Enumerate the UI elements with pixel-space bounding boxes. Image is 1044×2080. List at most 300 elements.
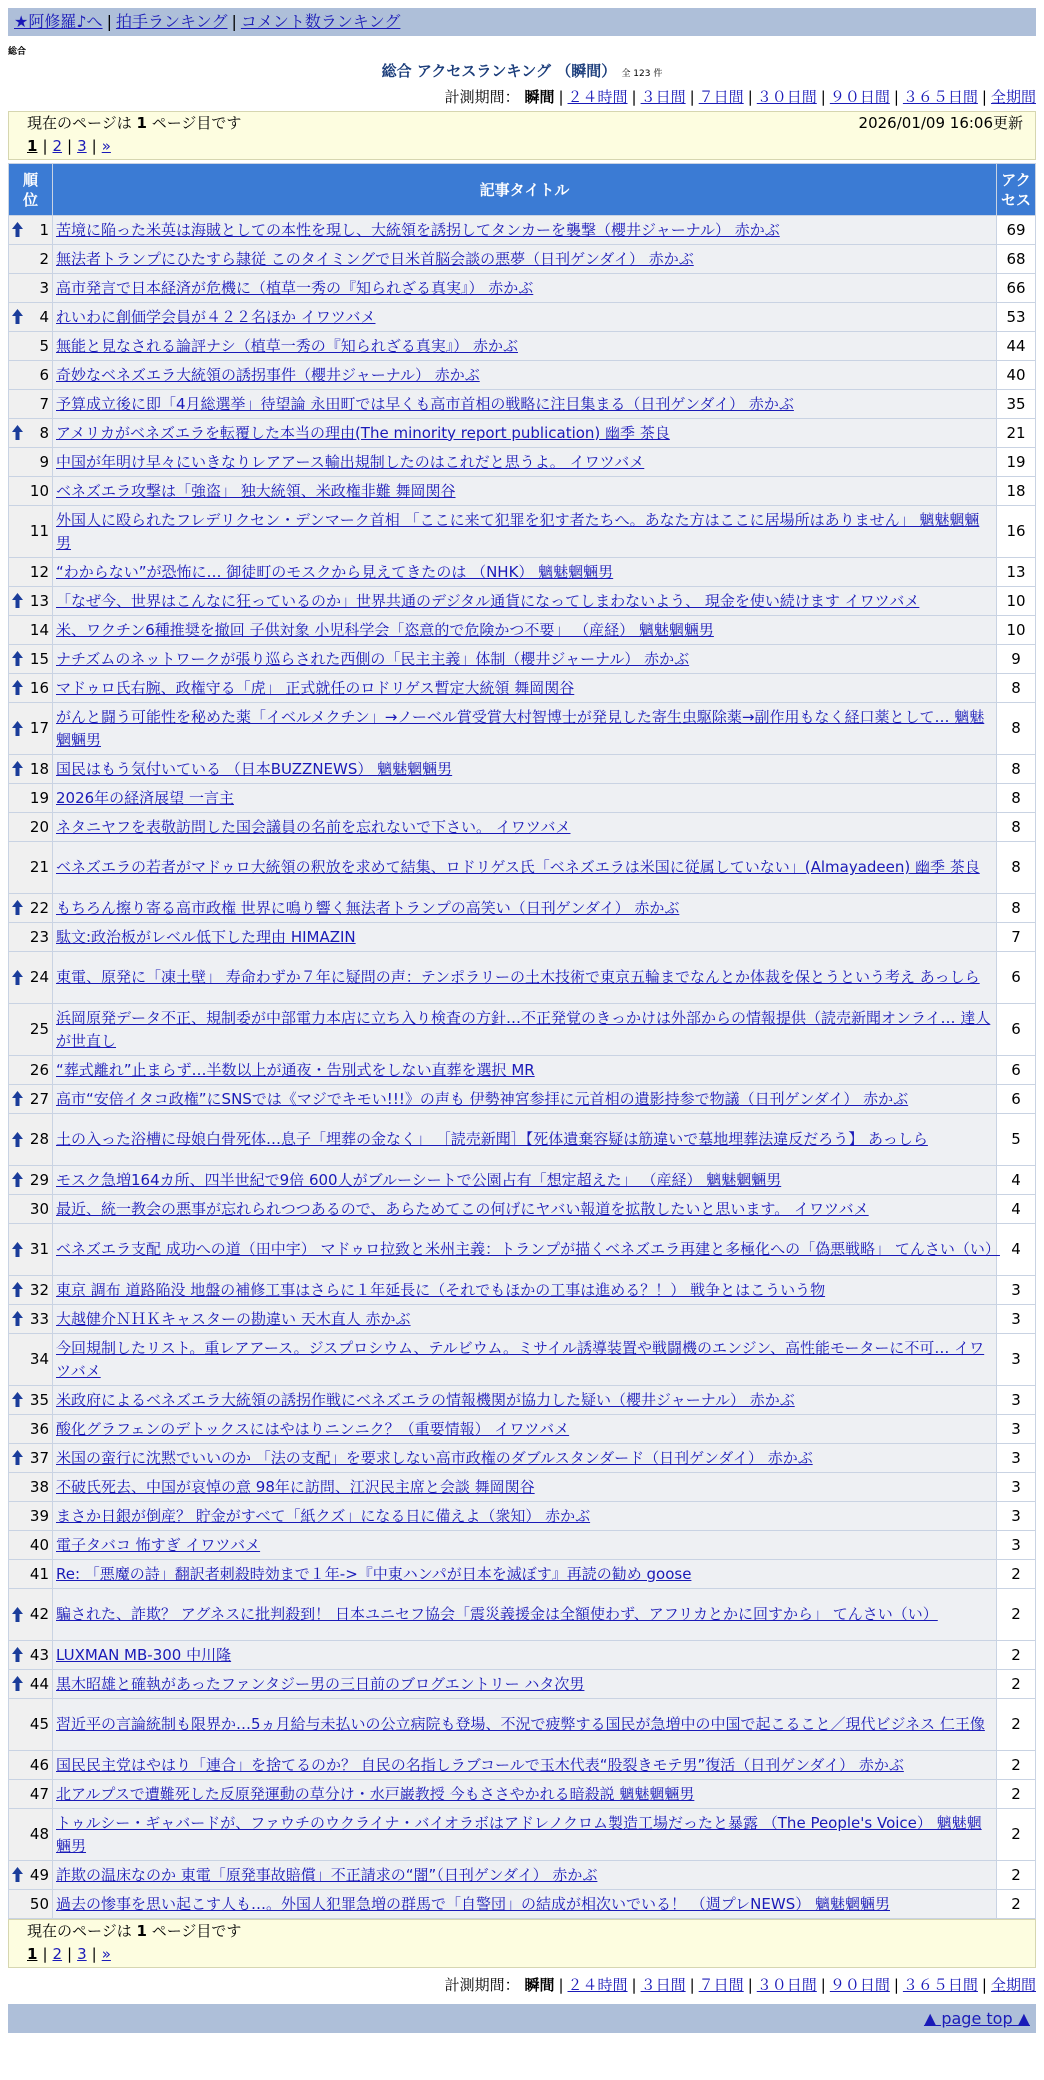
title-cell bbox=[53, 923, 996, 951]
rank-up-arrow-icon bbox=[12, 680, 23, 695]
period-separator: | bbox=[893, 88, 899, 106]
rank-number: 28 bbox=[29, 1130, 49, 1148]
title-cell bbox=[53, 1056, 996, 1084]
rank-up-arrow-icon bbox=[12, 1311, 23, 1326]
ranking-row bbox=[9, 1751, 1035, 1779]
ranking-row bbox=[9, 1004, 1035, 1055]
rank-up-arrow-icon bbox=[12, 1172, 23, 1187]
ranking-row bbox=[9, 332, 1035, 360]
article-title-link[interactable]: 東京 調布 道路陥没 地盤の補修工事はさらに１年延長に（それでもほかの工事は進める？！） 戦争とはこういう物 bbox=[56, 1280, 826, 1299]
rank-number: 40 bbox=[29, 1535, 49, 1554]
period-option-link[interactable]: ７日間 bbox=[698, 1976, 744, 1994]
article-title-link[interactable]: ベネズエラの若者がマドゥロ大統領の釈放を求めて結集、ロドリゲス氏「ベネズエラは米国に従属していない」(Almayadeen) 幽季 茶良 bbox=[56, 858, 980, 876]
rank-cell bbox=[9, 245, 52, 273]
article-title-link[interactable]: 習近平の言論統制も限界か…5ヵ月給与未払いの公立病院も登場、不況で疲弊する国民が急増中の中国で起こること／現代ビジネス 仁王像 bbox=[56, 1715, 985, 1733]
pagination-separator: | bbox=[67, 137, 73, 155]
article-title-link[interactable]: 酸化グラフェンのデトックスにはやはりニンニク？（重要情報） イワツバメ bbox=[56, 1419, 570, 1438]
rank-up-arrow-icon bbox=[12, 222, 23, 237]
title-cell bbox=[53, 703, 996, 754]
rank-cell bbox=[9, 303, 52, 331]
ranking-row bbox=[9, 477, 1035, 505]
rank-cell bbox=[9, 1334, 52, 1385]
page-status-row bbox=[27, 1920, 1023, 1943]
access-column-header: アクセス bbox=[997, 164, 1035, 215]
title-cell bbox=[53, 1114, 996, 1165]
access-count: 53 bbox=[997, 303, 1035, 331]
title-cell bbox=[53, 1444, 996, 1472]
ranking-row bbox=[9, 274, 1035, 302]
rank-number: 45 bbox=[29, 1715, 49, 1733]
rank-cell bbox=[9, 1809, 52, 1860]
rank-up-arrow-icon bbox=[12, 1607, 23, 1622]
period-separator: | bbox=[981, 1976, 987, 1994]
ranking-row bbox=[9, 645, 1035, 673]
article-title-link[interactable]: 不破氏死去、中国が哀悼の意 98年に訪問、江沢民主席と会談 舞岡関谷 bbox=[56, 1477, 535, 1496]
rank-number: 29 bbox=[29, 1170, 49, 1189]
access-count: 4 bbox=[997, 1195, 1035, 1223]
title-cell bbox=[53, 952, 996, 1003]
ranking-row bbox=[9, 1531, 1035, 1559]
ranking-row bbox=[9, 506, 1035, 557]
period-separator: | bbox=[820, 88, 826, 106]
title-cell bbox=[53, 1224, 1000, 1275]
access-count: 8 bbox=[997, 755, 1035, 783]
period-separator: | bbox=[631, 1976, 637, 1994]
article-title-link[interactable]: がんと闘う可能性を秘めた薬「イベルメクチン」→ノーベル賞受賞大村智博士が発見した寄生虫駆除薬→副作用もなく経口薬として… 魑魅魍魎男 bbox=[56, 707, 985, 749]
access-count: 3 bbox=[997, 1531, 1035, 1559]
article-title-link[interactable]: 電子タバコ 怖すぎ イワツバメ bbox=[56, 1535, 261, 1554]
ranking-title: 総合 アクセスランキング （瞬間） bbox=[381, 62, 617, 80]
ranking-row bbox=[9, 1890, 1035, 1918]
article-title-link[interactable]: 高市“安倍イタコ政権”にSNSでは《マジでキモい!!!》の声も 伊勢神宮参拝に元首相の遺影持参で物議（日刊ゲンダイ） 赤かぶ bbox=[56, 1089, 909, 1108]
rank-number: 42 bbox=[29, 1605, 49, 1623]
article-title-link[interactable]: 外国人に殴られたフレデリクセン・デンマーク首相 「ここに来て犯罪を犯す者たちへ。あなた方はここに居場所はありません」 魑魅魍魎男 bbox=[56, 510, 980, 552]
pagination-link[interactable]: 3 bbox=[77, 1945, 87, 1963]
period-separator: | bbox=[558, 1976, 564, 1994]
rank-number: 10 bbox=[29, 481, 49, 500]
title-cell bbox=[53, 332, 996, 360]
access-count: 3 bbox=[997, 1305, 1035, 1333]
pagination-link[interactable]: 2 bbox=[52, 1945, 63, 1963]
article-title-link[interactable]: LUXMAN MB-300 中川隆 bbox=[56, 1645, 232, 1664]
rank-cell bbox=[9, 1415, 52, 1443]
article-title-link[interactable]: マドゥロ氏右腕、政権守る「虎」 正式就任のロドリゲス暫定大統領 舞岡関谷 bbox=[56, 678, 575, 697]
home-link[interactable]: ★阿修羅♪へ bbox=[14, 12, 103, 31]
access-count: 2 bbox=[997, 1589, 1035, 1640]
article-title-link[interactable]: 過去の惨事を思い起こす人も…。外国人犯罪急増の群馬で「自警団」の結成が相次いでいる！ （週プレNEWS） 魑魅魍魎男 bbox=[56, 1894, 890, 1913]
rank-cell bbox=[9, 1589, 52, 1640]
ranking-row bbox=[9, 1670, 1035, 1698]
article-title-link[interactable]: 浜岡原発データ不正、規制委が中部電力本店に立ち入り検査の方針…不正発覚のきっかけは外部からの情報提供（読売新聞オンライ… 達人が世直し bbox=[56, 1008, 991, 1050]
rank-number: 50 bbox=[29, 1894, 49, 1913]
period-label: 計測期間： bbox=[444, 1976, 520, 1994]
article-title-link[interactable]: 東電、原発に「凍土壁」 寿命わずか７年に疑問の声：テンポラリーの土木技術で東京五輪までなんとか体裁を保とうという考え あっしら bbox=[56, 968, 980, 986]
title-cell bbox=[53, 894, 996, 922]
article-title-link[interactable]: まさか日銀が倒産？ 貯金がすべて「紙クズ」になる日に備えよ（衆知） 赤かぶ bbox=[56, 1506, 591, 1525]
period-option-link[interactable]: ３６５日間 bbox=[902, 88, 978, 106]
article-title-link[interactable]: 高市発言で日本経済が危機に（植草一秀の『知られざる真実』） 赤かぶ bbox=[56, 278, 534, 297]
title-cell bbox=[53, 1670, 996, 1698]
title-cell bbox=[53, 1861, 996, 1889]
access-count: 5 bbox=[997, 1114, 1035, 1165]
period-option-link[interactable]: ３６５日間 bbox=[902, 1976, 978, 1994]
rank-number: 23 bbox=[29, 927, 49, 946]
period-option-link[interactable]: ２４時間 bbox=[567, 1976, 628, 1994]
access-count: 66 bbox=[997, 274, 1035, 302]
rank-cell bbox=[9, 1780, 52, 1808]
rank-cell bbox=[9, 1276, 52, 1304]
rank-cell bbox=[9, 448, 52, 476]
article-title-link[interactable]: 黒木昭雄と確執があったファンタジー男の三日前のブログエントリー ハタ次男 bbox=[56, 1674, 585, 1693]
page-status-pre: 現在のページは bbox=[27, 114, 132, 132]
article-title-link[interactable]: 国民民主党はやはり「連合」を捨てるのか？ 自民の名指しラブコールで玉木代表“股裂きモテ男”復活（日刊ゲンダイ） 赤かぶ bbox=[56, 1755, 904, 1774]
rank-cell bbox=[9, 1085, 52, 1113]
ranking-row bbox=[9, 1195, 1035, 1223]
ranking-row bbox=[9, 361, 1035, 389]
ranking-row bbox=[9, 448, 1035, 476]
title-cell bbox=[53, 1085, 996, 1113]
rank-number: 35 bbox=[29, 1390, 49, 1409]
page-status-row bbox=[27, 112, 1023, 135]
article-title-link[interactable]: れいわに創価学会員が４２２名ほか イワツバメ bbox=[56, 307, 376, 326]
rank-number: 7 bbox=[39, 394, 49, 413]
rank-number: 14 bbox=[29, 620, 49, 639]
period-selector-bottom bbox=[445, 1974, 1036, 1995]
ranking-row bbox=[9, 303, 1035, 331]
rank-number: 26 bbox=[29, 1060, 49, 1079]
rank-number: 39 bbox=[29, 1506, 49, 1525]
ranking-table bbox=[8, 163, 1036, 1919]
access-count: 4 bbox=[997, 1166, 1035, 1194]
ranking-row bbox=[9, 419, 1035, 447]
rank-number: 38 bbox=[29, 1477, 49, 1496]
pagination-link[interactable]: 2 bbox=[52, 137, 63, 155]
article-title-link[interactable]: 中国が年明け早々にいきなりレアアース輸出規制したのはこれだと思うよ。 イワツバメ bbox=[56, 452, 645, 471]
ranking-row bbox=[9, 1473, 1035, 1501]
title-cell bbox=[53, 419, 996, 447]
title-cell bbox=[53, 448, 996, 476]
ranking-row bbox=[9, 1415, 1035, 1443]
period-separator: | bbox=[747, 1976, 753, 1994]
rank-cell bbox=[9, 1699, 52, 1750]
pagination-separator: | bbox=[91, 137, 97, 155]
article-title-link[interactable]: アメリカがベネズエラを転覆した本当の理由(The minority report publication) 幽季 茶良 bbox=[56, 423, 670, 442]
current-page-number: 1 bbox=[136, 1922, 147, 1940]
rank-cell bbox=[9, 1861, 52, 1889]
period-current: 瞬間 bbox=[524, 1976, 555, 1994]
article-title-link[interactable]: 騙された、詐欺？ アグネスに批判殺到！ 日本ユニセフ協会「震災義援金は全額使わず、アフリカとかに回すから」 てんさい（い） bbox=[56, 1605, 938, 1623]
article-title-link[interactable]: 詐欺の温床なのか 東電「原発事故賠償」不正請求の“闇”（日刊ゲンダイ） 赤かぶ bbox=[56, 1865, 598, 1884]
ranking-row bbox=[9, 1444, 1035, 1472]
ranking-row bbox=[9, 813, 1035, 841]
rank-cell bbox=[9, 274, 52, 302]
article-title-link[interactable]: ネタニヤフを表敬訪問した国会議員の名前を忘れないで下さい。 イワツバメ bbox=[56, 817, 571, 836]
ranking-row bbox=[9, 558, 1035, 586]
pagination-current: 1 bbox=[27, 1945, 38, 1963]
pagination-next-link[interactable]: » bbox=[101, 137, 111, 155]
page-status-post: ページ目です bbox=[151, 114, 242, 132]
category-label: 総合 bbox=[8, 47, 27, 57]
rank-number: 9 bbox=[39, 452, 49, 471]
access-count: 8 bbox=[997, 813, 1035, 841]
access-count: 13 bbox=[997, 558, 1035, 586]
article-title-link[interactable]: 米国の蛮行に沈黙でいいのか 「法の支配」を要求しない高市政権のダブルスタンダード（日刊ゲンダイ） 赤かぶ bbox=[56, 1448, 813, 1467]
ranking-row bbox=[9, 1166, 1035, 1194]
article-title-link[interactable]: “わからない”が恐怖に… 御徒町のモスクから見えてきたのは （NHK） 魑魅魍魎男 bbox=[56, 562, 614, 581]
ranking-row bbox=[9, 1056, 1035, 1084]
rank-cell bbox=[9, 1114, 52, 1165]
title-cell bbox=[53, 1276, 996, 1304]
title-cell bbox=[53, 390, 996, 418]
ranking-row bbox=[9, 923, 1035, 951]
nav-separator: | bbox=[106, 12, 112, 31]
item-count: 全 123 件 bbox=[621, 69, 663, 79]
rank-cell bbox=[9, 674, 52, 702]
ranking-row bbox=[9, 1276, 1035, 1304]
pagination-separator: | bbox=[42, 1945, 48, 1963]
title-cell bbox=[53, 1809, 996, 1860]
period-option-link[interactable]: ７日間 bbox=[698, 88, 744, 106]
rank-cell bbox=[9, 1502, 52, 1530]
access-count: 8 bbox=[997, 842, 1035, 893]
rank-cell bbox=[9, 1751, 52, 1779]
article-title-link[interactable]: ベネズエラ支配 成功への道（田中宇） マドゥロ拉致と米州主義：トランプが描くベネズエラ再建と多極化への「偽悪戦略」 てんさい（い） bbox=[56, 1240, 1000, 1258]
pagination-separator: | bbox=[91, 1945, 97, 1963]
applause-ranking-link[interactable]: 拍手ランキング bbox=[115, 12, 228, 31]
period-option-link[interactable]: ３０日間 bbox=[756, 88, 817, 106]
rank-cell bbox=[9, 755, 52, 783]
rank-cell bbox=[9, 952, 52, 1003]
article-title-link[interactable]: 無能と見なされる論評ナシ（植草一秀の『知られざる真実』） 赤かぶ bbox=[56, 336, 518, 355]
ranking-row bbox=[9, 1085, 1035, 1113]
article-title-link[interactable]: もちろん擦り寄る高市政権 世界に鳴り響く無法者トランプの高笑い（日刊ゲンダイ） 赤かぶ bbox=[56, 898, 680, 917]
article-title-link[interactable]: トゥルシー・ギャバードが、ファウチのウクライナ・バイオラボはアドレノクロム製造工場だったと暴露 （The People's Voice） 魑魅魍魎男 bbox=[56, 1813, 982, 1855]
title-cell bbox=[53, 245, 996, 273]
updated-timestamp: 2026/01/09 16:06更新 bbox=[858, 114, 1023, 132]
rank-up-arrow-icon bbox=[12, 1867, 23, 1882]
rank-cell bbox=[9, 216, 52, 244]
article-title-link[interactable]: モスク急増164カ所、四半世紀で9倍 600人がブルーシートで公園占有「想定超えた」 （産経） 魑魅魍魎男 bbox=[56, 1170, 782, 1189]
ranking-row bbox=[9, 1641, 1035, 1669]
rank-cell bbox=[9, 1444, 52, 1472]
article-title-link[interactable]: 米、ワクチン6種推奨を撤回 子供対象 小児科学会「恣意的で危険かつ不要」 （産経） 魑魅魍魎男 bbox=[56, 620, 714, 639]
access-count: 2 bbox=[997, 1861, 1035, 1889]
ranking-row bbox=[9, 616, 1035, 644]
period-option-link[interactable]: 全期間 bbox=[990, 1976, 1036, 1994]
rank-number: 37 bbox=[29, 1448, 49, 1467]
rank-number: 21 bbox=[29, 858, 49, 876]
title-cell bbox=[53, 1641, 996, 1669]
ranking-row bbox=[9, 245, 1035, 273]
article-title-link[interactable]: 2026年の経済展望 一言主 bbox=[56, 788, 234, 807]
article-title-link[interactable]: 「なぜ今、世界はこんなに狂っているのか」世界共通のデジタル通貨になってしまわないよう、 現金を使い続けます イワツバメ bbox=[56, 591, 920, 610]
article-title-link[interactable]: 国民はもう気付いている （日本BUZZNEWS） 魑魅魍魎男 bbox=[56, 759, 453, 778]
article-title-link[interactable]: ナチズムのネットワークが張り巡らされた西側の「民主主義」体制（櫻井ジャーナル） 赤かぶ bbox=[56, 649, 690, 668]
period-option-link[interactable]: ９０日間 bbox=[829, 1976, 890, 1994]
ranking-row bbox=[9, 1861, 1035, 1889]
rank-cell bbox=[9, 390, 52, 418]
title-cell bbox=[53, 842, 996, 893]
title-cell bbox=[53, 1305, 996, 1333]
rank-number: 15 bbox=[29, 649, 49, 668]
rank-cell bbox=[9, 1056, 52, 1084]
access-count: 2 bbox=[997, 1641, 1035, 1669]
period-separator: | bbox=[981, 88, 987, 106]
rank-up-arrow-icon bbox=[12, 761, 23, 776]
article-title-link[interactable]: 予算成立後に即「4月総選挙」待望論 永田町では早くも高市首相の戦略に注目集まる（日刊ゲンダイ） 赤かぶ bbox=[56, 394, 794, 413]
current-page-number: 1 bbox=[136, 114, 147, 132]
title-cell bbox=[53, 1502, 996, 1530]
access-count: 2 bbox=[997, 1699, 1035, 1750]
title-cell bbox=[53, 1166, 996, 1194]
rank-up-arrow-icon bbox=[12, 1132, 23, 1147]
rank-number: 3 bbox=[39, 278, 49, 297]
rank-cell bbox=[9, 1473, 52, 1501]
access-count: 3 bbox=[997, 1415, 1035, 1443]
access-count: 6 bbox=[997, 1056, 1035, 1084]
rank-number: 19 bbox=[29, 788, 49, 807]
ranking-row bbox=[9, 674, 1035, 702]
rank-cell bbox=[9, 1166, 52, 1194]
rank-number: 11 bbox=[29, 522, 49, 540]
rank-cell bbox=[9, 813, 52, 841]
comment-ranking-link[interactable]: コメント数ランキング bbox=[240, 12, 401, 31]
title-cell bbox=[53, 813, 996, 841]
article-title-link[interactable]: 大越健介ＮＨＫキャスターの勘違い 天木直人 赤かぶ bbox=[56, 1309, 411, 1328]
ranking-row bbox=[9, 1305, 1035, 1333]
rank-number: 18 bbox=[29, 759, 49, 778]
period-option-link[interactable]: ３０日間 bbox=[756, 1976, 817, 1994]
rank-cell bbox=[9, 506, 52, 557]
article-title-link[interactable]: 奇妙なベネズエラ大統領の誘拐事件（櫻井ジャーナル） 赤かぶ bbox=[56, 365, 480, 384]
rank-up-arrow-icon bbox=[12, 651, 23, 666]
access-count: 19 bbox=[997, 448, 1035, 476]
rank-number: 13 bbox=[29, 591, 49, 610]
pagination bbox=[27, 135, 1023, 159]
ranking-row bbox=[9, 784, 1035, 812]
ranking-row bbox=[9, 1780, 1035, 1808]
rank-cell bbox=[9, 1195, 52, 1223]
rank-number: 49 bbox=[29, 1865, 49, 1884]
article-title-link[interactable]: 北アルプスで遭難死した反原発運動の草分け・水戸巌教授 今もささやかれる暗殺説 魑魅魍魎男 bbox=[56, 1784, 695, 1803]
ranking-row bbox=[9, 755, 1035, 783]
title-cell bbox=[53, 1699, 996, 1750]
ranking-row bbox=[9, 1334, 1035, 1385]
rank-cell bbox=[9, 894, 52, 922]
article-title-link[interactable]: “葬式離れ”止まらず…半数以上が通夜・告別式をしない直葬を選択 MR bbox=[56, 1060, 535, 1079]
article-title-link[interactable]: 駄文:政治板がレベル低下した理由 HIMAZIN bbox=[56, 927, 356, 946]
article-title-link[interactable]: 今回規制したリスト。重レアアース。ジスプロシウム、テルビウム。ミサイル誘導装置や戦闘機のエンジン、高性能モーターに不可… イワツバメ bbox=[56, 1338, 985, 1380]
page-info-bottom bbox=[8, 1919, 1036, 1968]
rank-up-arrow-icon bbox=[12, 593, 23, 608]
access-count: 2 bbox=[997, 1560, 1035, 1588]
article-title-link[interactable]: 土の入った浴槽に母娘白骨死体…息子「埋葬の金なく」 ［読売新聞］【死体遺棄容疑は筋違いで墓地埋葬法違反だろう】 あっしら bbox=[56, 1130, 928, 1148]
ranking-row bbox=[9, 703, 1035, 754]
access-count: 3 bbox=[997, 1386, 1035, 1414]
title-cell bbox=[53, 1780, 996, 1808]
title-cell bbox=[53, 587, 996, 615]
page-info-top bbox=[8, 111, 1036, 160]
access-count: 3 bbox=[997, 1444, 1035, 1472]
title-cell bbox=[53, 361, 996, 389]
rank-number: 2 bbox=[39, 249, 49, 268]
rank-number: 22 bbox=[29, 898, 49, 917]
access-count: 2 bbox=[997, 1890, 1035, 1918]
ranking-row bbox=[9, 216, 1035, 244]
access-count: 68 bbox=[997, 245, 1035, 273]
footer-bar bbox=[8, 2004, 1036, 2033]
rank-cell bbox=[9, 332, 52, 360]
period-option-link[interactable]: 全期間 bbox=[990, 88, 1036, 106]
access-count: 3 bbox=[997, 1334, 1035, 1385]
article-title-link[interactable]: 苦境に陥った米英は海賊としての本性を現し、大統領を誘拐してタンカーを襲撃（櫻井ジャーナル） 赤かぶ bbox=[56, 220, 780, 239]
access-count: 69 bbox=[997, 216, 1035, 244]
rank-number: 41 bbox=[29, 1564, 49, 1583]
access-count: 6 bbox=[997, 952, 1035, 1003]
rank-up-arrow-icon bbox=[12, 309, 23, 324]
rank-cell bbox=[9, 1890, 52, 1918]
pagination-next-link[interactable]: » bbox=[101, 1945, 111, 1963]
period-separator: | bbox=[631, 88, 637, 106]
access-count: 3 bbox=[997, 1276, 1035, 1304]
access-count: 2 bbox=[997, 1670, 1035, 1698]
rank-up-arrow-icon bbox=[12, 1282, 23, 1297]
rank-up-arrow-icon bbox=[12, 1647, 23, 1662]
rank-number: 5 bbox=[39, 336, 49, 355]
rank-cell bbox=[9, 587, 52, 615]
article-title-link[interactable]: 最近、統一教会の悪事が忘れられつつあるので、あらためてこの何げにヤバい報道を拡散したいと思います。 イワツバメ bbox=[56, 1199, 869, 1218]
rank-cell bbox=[9, 645, 52, 673]
access-count: 3 bbox=[997, 1473, 1035, 1501]
access-count: 9 bbox=[997, 645, 1035, 673]
access-count: 10 bbox=[997, 587, 1035, 615]
page-top-link[interactable]: ▲ page top ▲ bbox=[923, 2009, 1030, 2028]
access-count: 7 bbox=[997, 923, 1035, 951]
title-cell bbox=[53, 755, 996, 783]
nav-separator: | bbox=[231, 12, 237, 31]
rank-cell bbox=[9, 477, 52, 505]
title-cell bbox=[53, 1560, 996, 1588]
pagination-link[interactable]: 3 bbox=[77, 137, 87, 155]
title-cell bbox=[53, 1334, 996, 1385]
access-count: 8 bbox=[997, 894, 1035, 922]
period-option-link[interactable]: ９０日間 bbox=[829, 88, 890, 106]
period-selector-top bbox=[445, 86, 1036, 107]
title-cell bbox=[53, 1415, 996, 1443]
period-option-link[interactable]: ３日間 bbox=[640, 88, 686, 106]
article-title-link[interactable]: 米政府によるベネズエラ大統領の誘拐作戦にベネズエラの情報機関が協力した疑い（櫻井ジャーナル） 赤かぶ bbox=[56, 1390, 795, 1409]
page-title bbox=[8, 60, 1036, 81]
access-count: 8 bbox=[997, 784, 1035, 812]
article-title-link[interactable]: Re: 「悪魔の詩」翻訳者刺殺時効まで１年->『中東ハンパが日本を滅ぼす』再読の勧め goose bbox=[56, 1564, 692, 1583]
title-cell bbox=[53, 558, 996, 586]
ranking-row bbox=[9, 587, 1035, 615]
title-cell bbox=[53, 216, 996, 244]
period-option-link[interactable]: ３日間 bbox=[640, 1976, 686, 1994]
rank-number: 33 bbox=[29, 1309, 49, 1328]
rank-number: 17 bbox=[29, 719, 49, 737]
rank-up-arrow-icon bbox=[12, 425, 23, 440]
title-cell bbox=[53, 784, 996, 812]
title-cell bbox=[53, 274, 996, 302]
rank-number: 36 bbox=[29, 1419, 49, 1438]
period-option-link[interactable]: ２４時間 bbox=[567, 88, 628, 106]
article-title-link[interactable]: ベネズエラ攻撃は「強盗」 独大統領、米政権非難 舞岡関谷 bbox=[56, 481, 456, 500]
article-title-link[interactable]: 無法者トランプにひたすら隷従 このタイミングで日米首脳会談の悪夢（日刊ゲンダイ） 赤かぶ bbox=[56, 249, 694, 268]
access-count: 40 bbox=[997, 361, 1035, 389]
rank-up-arrow-icon bbox=[12, 1676, 23, 1691]
rank-up-arrow-icon bbox=[12, 1091, 23, 1106]
